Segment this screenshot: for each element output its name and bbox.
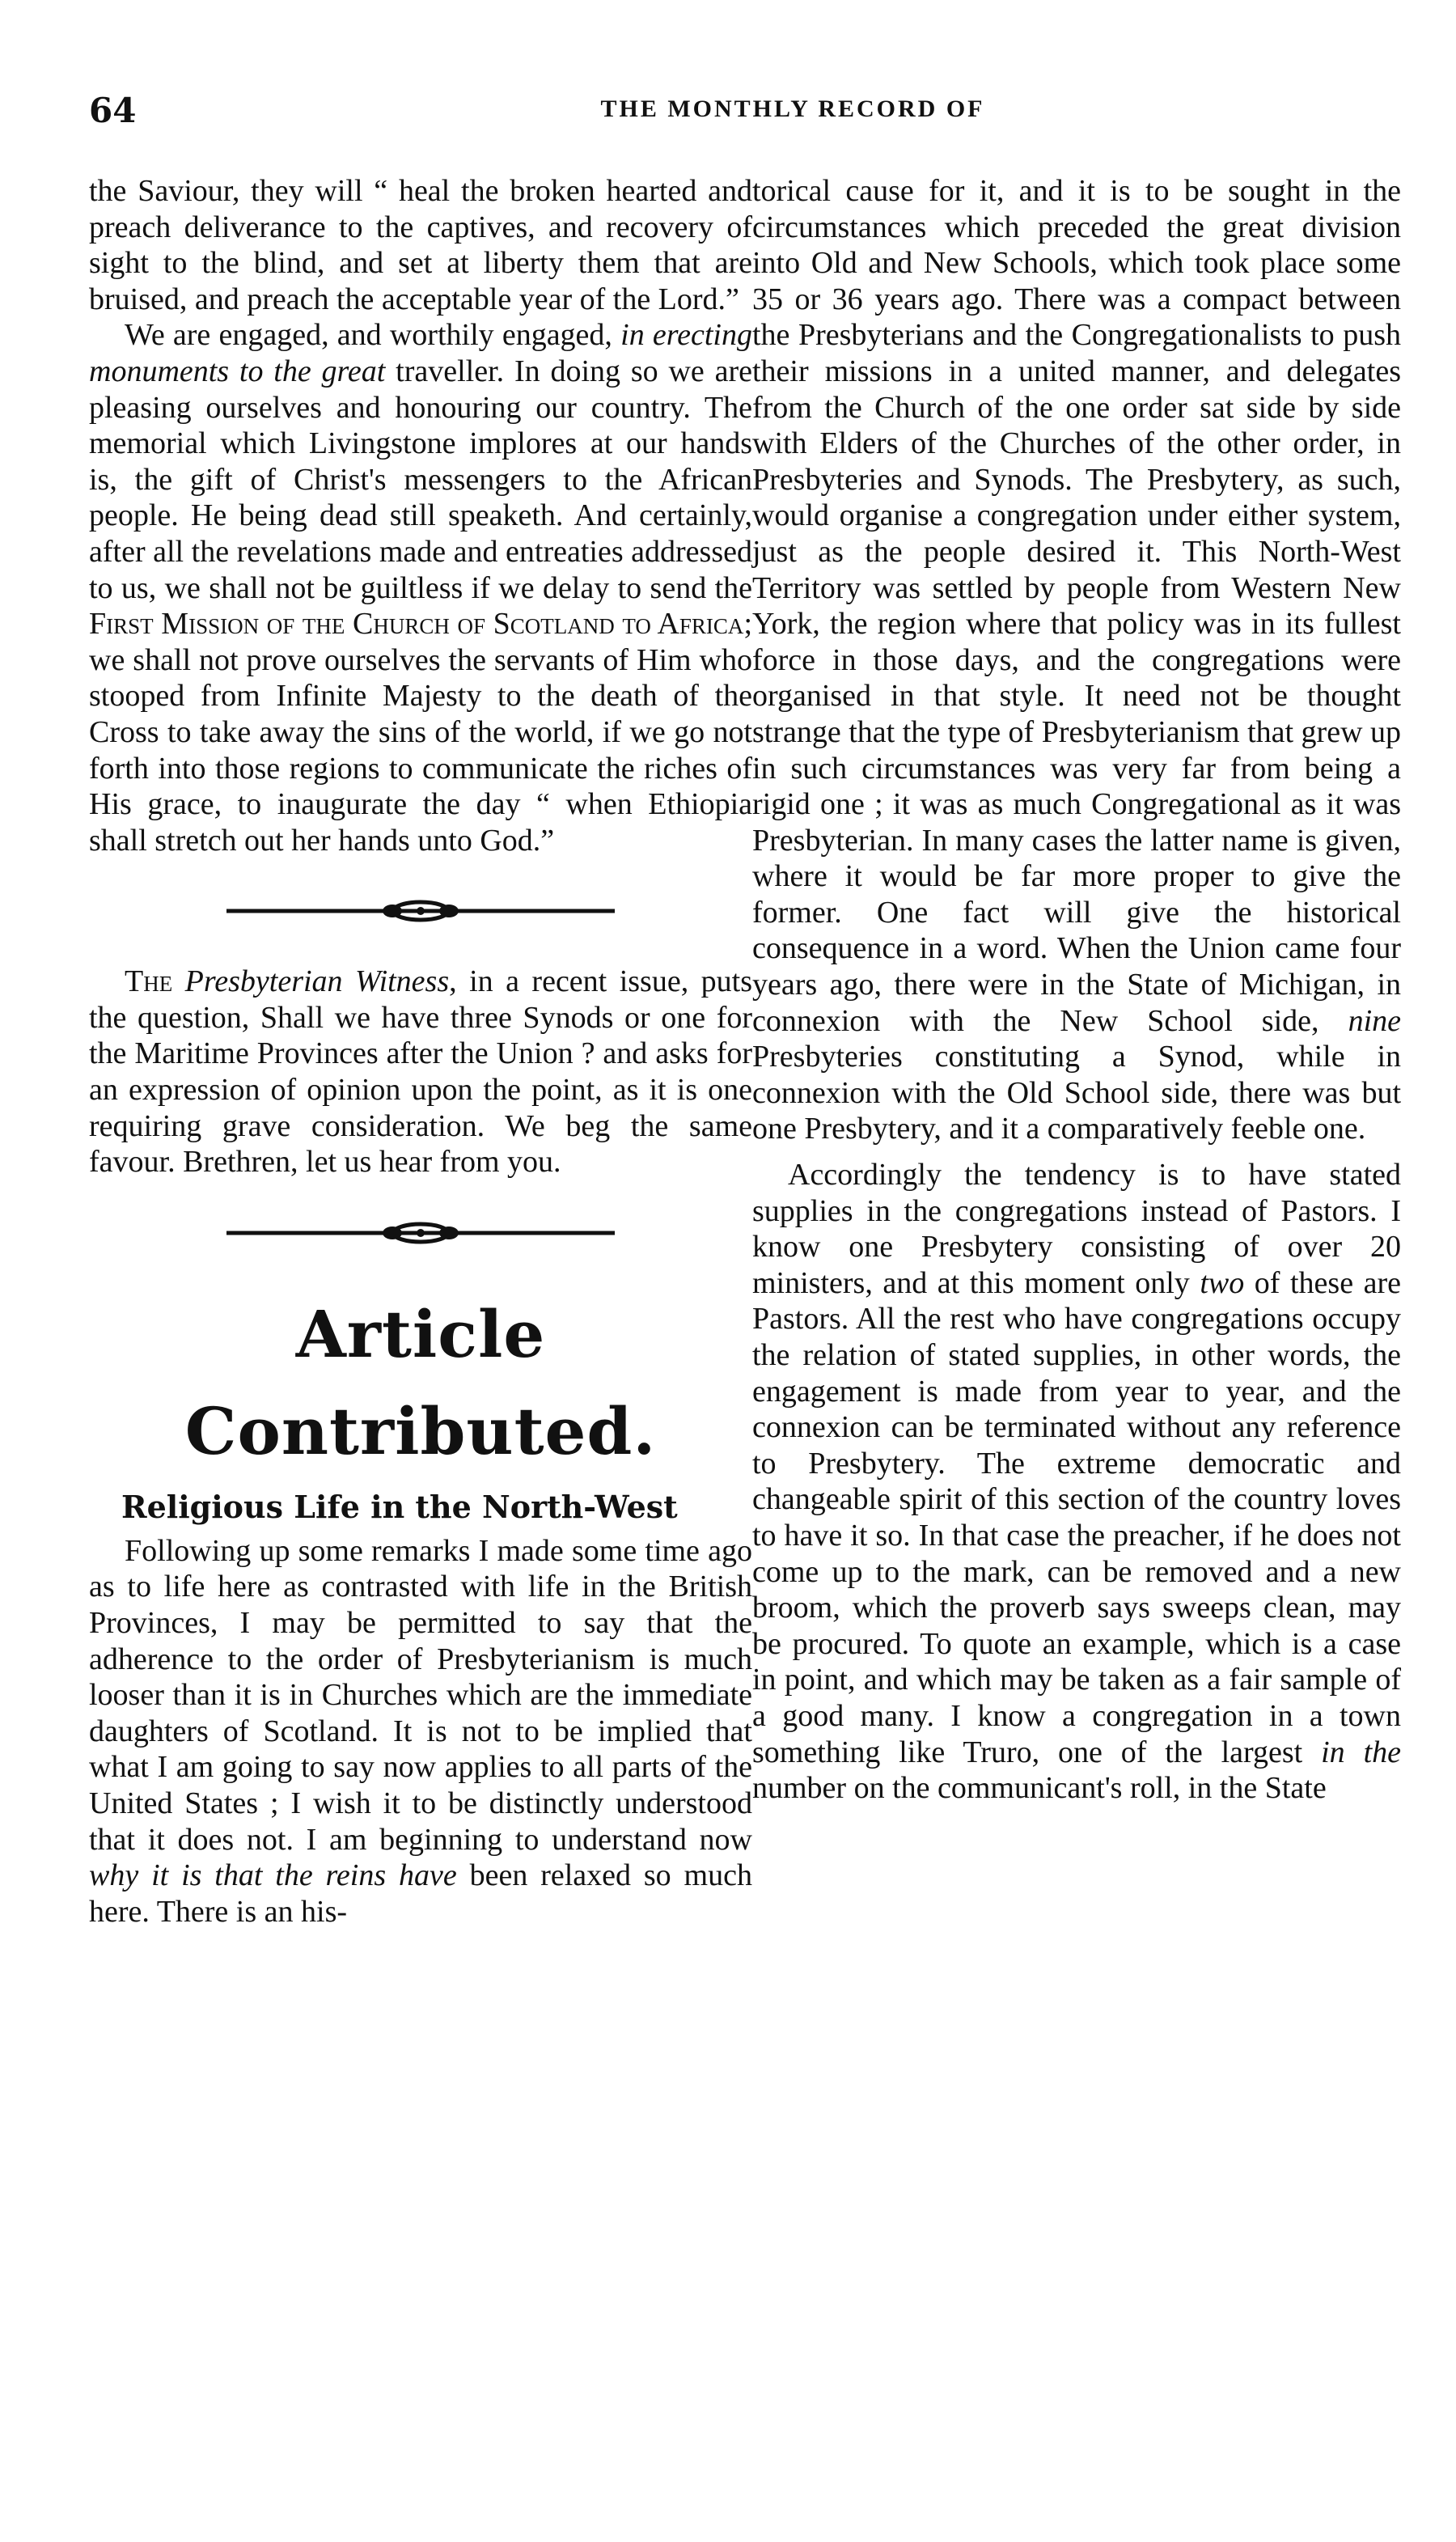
page-number: 64 <box>89 91 137 130</box>
ornamental-rule <box>89 1216 752 1250</box>
article-title: Religious Life in the North-West <box>121 1488 678 1525</box>
paragraph: Following up some remarks I made some time ago as to life here as contrasted with life in the British Provinces, I may be permitted to say that the adherence to the order of Presbyterianism is much looser than it is in Churches which are the immediate daughters of Scotland. It is not to be implied that what I am going to say now applies to all parts of the United States ; I wish it to be distinctly understood that it does not. I am beginning to understand now why it is that the reins have been relaxed so much here. There is an his- <box>89 1533 752 1929</box>
ornament-icon <box>226 1221 615 1245</box>
paragraph: We are engaged, and worthily engaged, in erecting monuments to the great traveller. In doing so we are pleasing ourselves and honouring our country. The memorial which Livingstone implores at our hands is, the gift of Christ's messengers to the African people. He being dead still speaketh. And certainly, after all the revelations made and entreaties addressed to us, we shall not be guiltless if we delay to send the First Mission of the Church of Scotland to Africa; we shall not prove ourselves the servants of Him who stooped from Infinite Majesty to the death of the Cross to take away the sins of the world, if we go not forth into those regions to communicate the riches of His grace, to inaugurate the day “ when Ethiopia shall stretch out her hands unto God.” <box>89 318 752 858</box>
right-column <box>752 173 1401 1807</box>
ornamental-rule <box>89 894 752 928</box>
paragraph: torical cause for it, and it is to be sought in the circumstances which preceded the great division into Old and New Schools, which took place some 35 or 36 years ago. There was a compact between the Presbyterians and the Congregationalists to push their missions in a united manner, and delegates from the Church of the one order sat side by side with Elders of the Churches of the other order, in Presbyteries and Synods. The Presbytery, as such, would organise a congregation under either system, just as the people desired it. This North-West Territory was settled by people from Western New York, the region where that policy was in its fullest force in those days, and the congregations were organised in that style. It need not be thought strange that the type of Presbyterianism that grew up in such circumstances was very far from being a rigid one ; it was as much Congregational as it was Presbyterian. In many cases the latter name is given, where it would be far more proper to give the former. One fact will give the historical consequence in a word. When the Union came four years ago, there were in the State of Michigan, in connexion with the New School side, nine Presbyteries constituting a Synod, while in connexion with the Old School side, there was but one Presbytery, and it a comparatively feeble one. <box>752 174 1402 1146</box>
ornament-icon <box>226 899 615 923</box>
paragraph: The Presbyterian Witness, in a recent issue, puts the question, Shall we have three Synods or one for the Maritime Provinces after the Union ? and asks for an expression of opinion upon the point, as it is one requiring grave consideration. We beg the same favour. Brethren, let us hear from you. <box>89 964 752 1180</box>
page-header <box>89 91 1395 139</box>
section-title: Article Contributed. <box>184 1295 657 1469</box>
paragraph: Accordingly the tendency is to have stated supplies in the congregations instead of Pastors. I know one Presbytery consisting of over 20 ministers, and at this moment only two of these are Pastors. All the rest who have congregations occupy the relation of stated supplies, in other words, the engagement is made from year to year, and the connexion can be terminated without any reference to Presbytery. The extreme democratic and changeable spirit of this section of the country loves to have it so. In that case the preacher, if he does not come up to the mark, can be removed and a new broom, which the proverb says sweeps clean, may be procured. To quote an example, which is a case in point, and which may be taken as a fair sample of a good many. I know a congregation in a town something like Truro, one of the largest in the number on the communicant's roll, in the State <box>752 1158 1402 1806</box>
left-column <box>89 173 752 1930</box>
paragraph: the Saviour, they will “ heal the broken hearted and preach deliverance to the captives, and recovery of sight to the blind, and set at liberty them that are bruised, and preach the acceptable year of the Lord.” <box>89 174 752 316</box>
running-title: THE MONTHLY RECORD OF <box>600 95 985 122</box>
